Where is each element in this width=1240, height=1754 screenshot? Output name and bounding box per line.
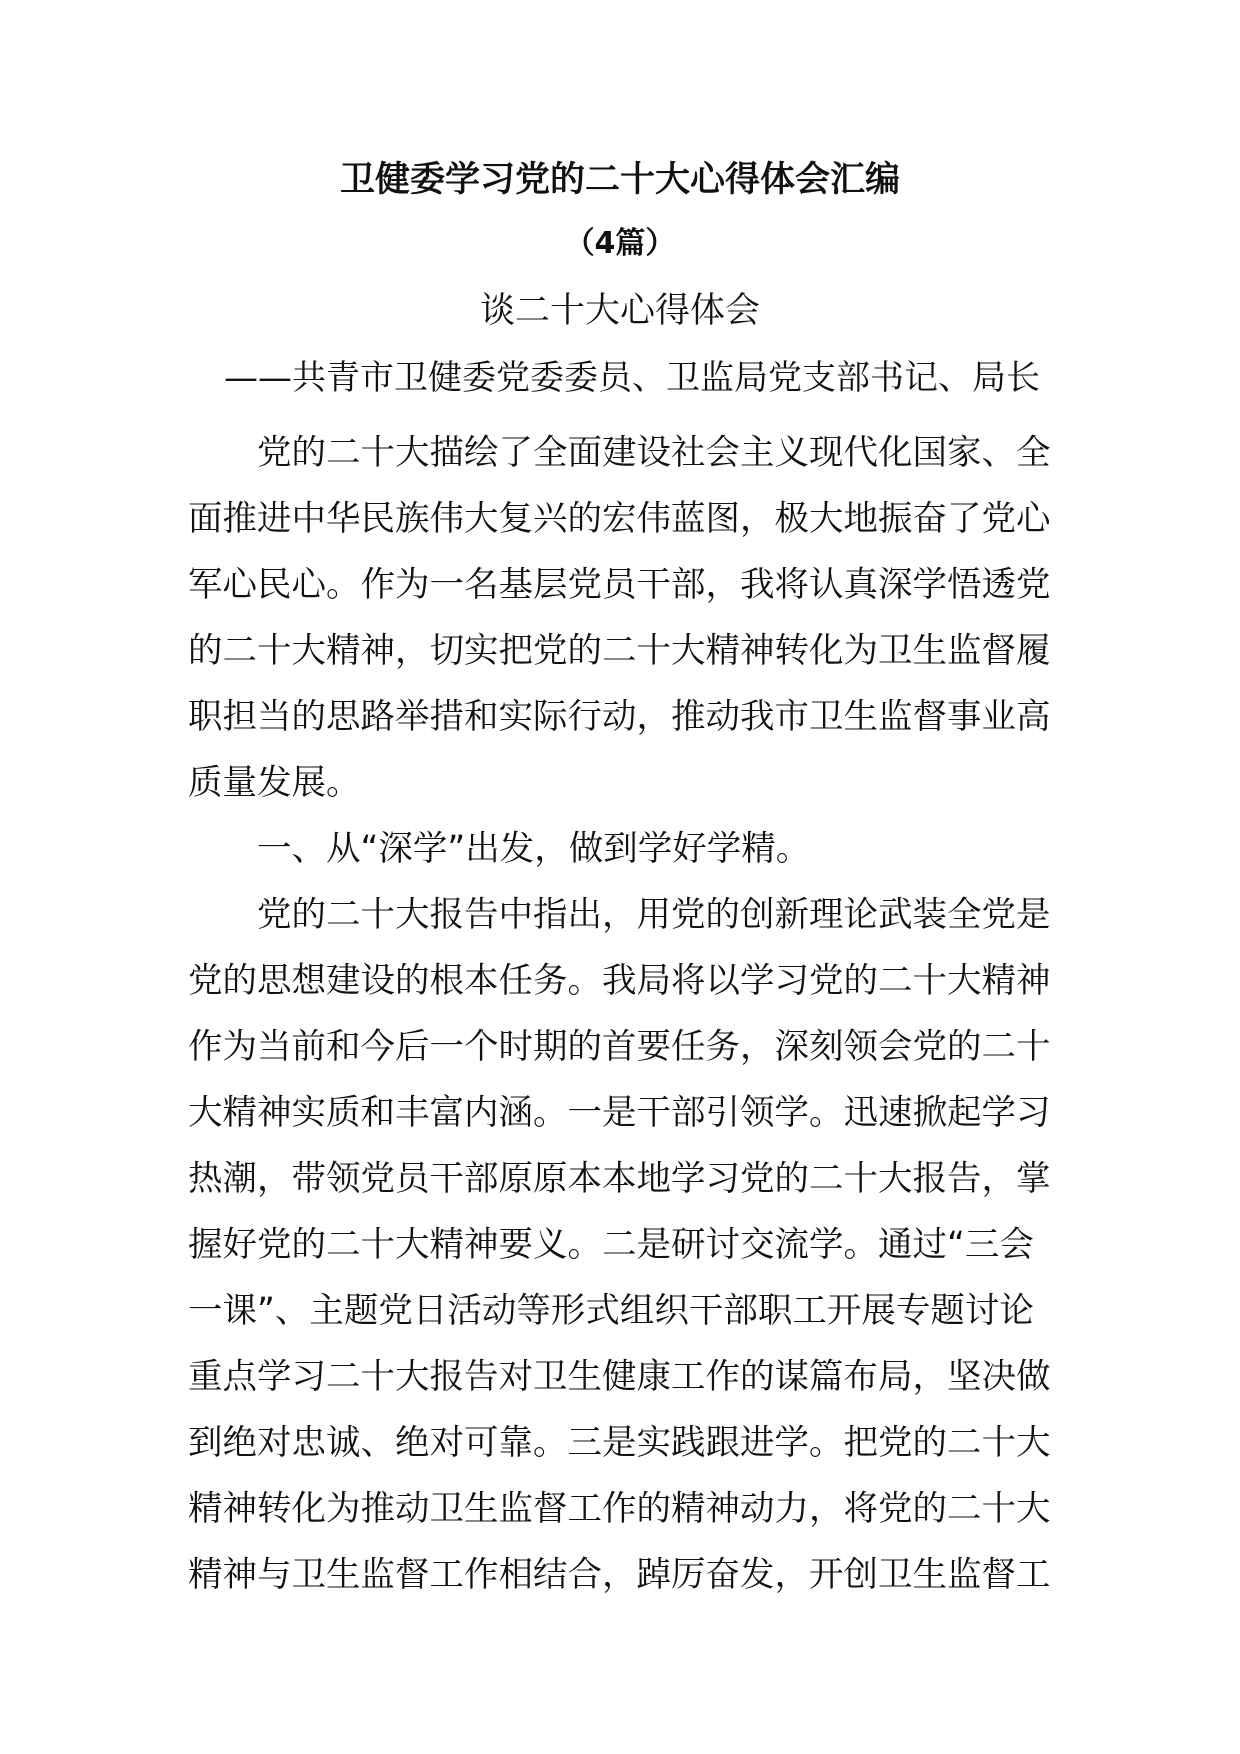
paragraph-section-1: 党的二十大报告中指出，用党的创新理论武装全党是 党的思想建设的根本任务。我局将以学习党的二十大精神 作为当前和今后一个时期的首要任务，深刻领会党的二十 大精神实质和丰富内涵。一是干部引领学。迅速掀起学习 热潮，带领党员干部原原本本地学习党的二十大报告，掌 握好党的二十大精神要义。二是研讨交流学。通过“三会 一课”、主题党日活动等形式组织干部职工开展专题讨论 重点学习二十大报告对卫生健康工作的谋篇布局，坚决做 到绝对忠诚、绝对可靠。三是实践跟进学。把党的二十大 精神转化为推动卫生监督工作的精神动力，将党的二十大 精神与卫生监督工作相结合，踔厉奋发，开创卫生监督工 [188,895,1051,1595]
document-title: 卫健委学习党的二十大心得体会汇编 [339,160,900,200]
section-heading-1: 一、从“深学”出发，做到学好学精。 [257,829,811,869]
article-body [188,420,1054,1608]
paragraph-intro: 党的二十大描绘了全面建设社会主义现代化国家、全 面推进中华民族伟大复兴的宏伟蓝图，极大地振奋了党心 军心民心。作为一名基层党员干部，我将认真深学悟透党 的二十大精神，切实把党的二十大精神转化为卫生监督履 职担当的思路举措和实际行动，推动我市卫生监督事业高 质量发展。 [188,433,1051,803]
article-count: （4篇） [564,226,676,261]
article-subtitle: 谈二十大心得体会 [479,291,760,331]
author-byline: ——共青市卫健委党委委员、卫监局党支部书记、局长 [224,358,1040,398]
